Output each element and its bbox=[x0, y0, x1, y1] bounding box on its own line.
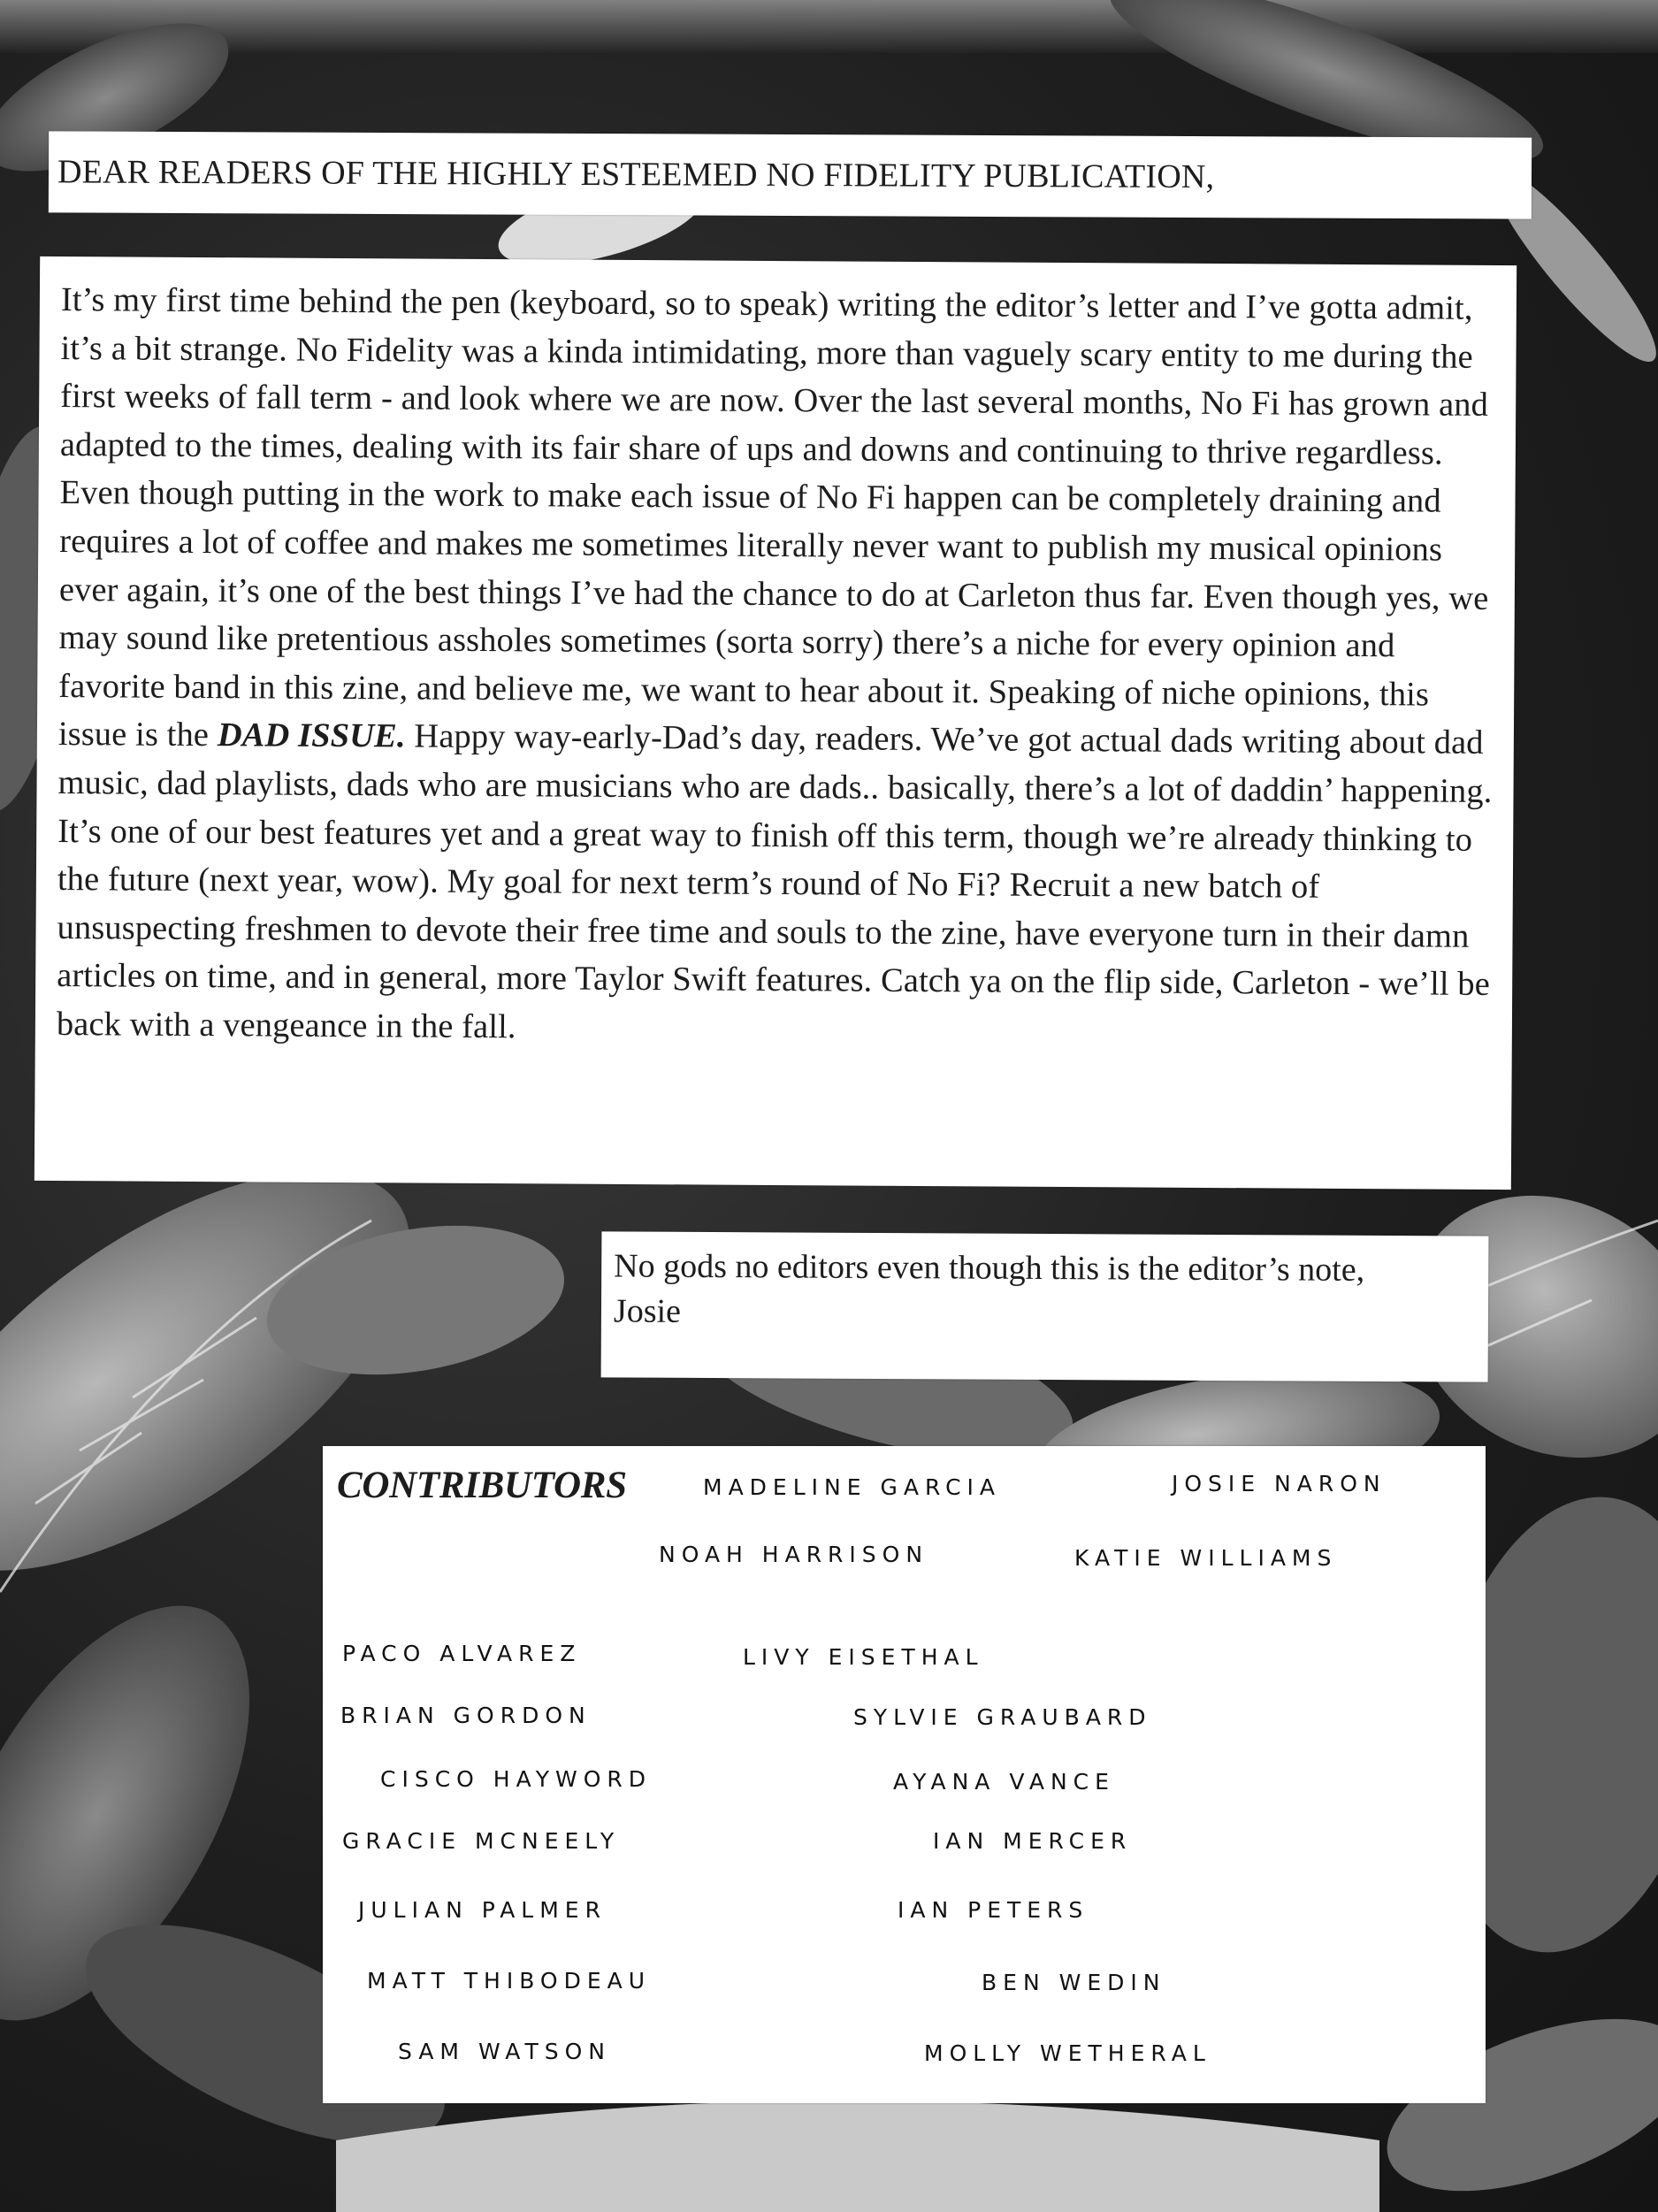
contributor-name: MOLLY WETHERAL bbox=[924, 2040, 1211, 2066]
salutation-text: DEAR READERS OF THE HIGHLY ESTEEMED NO FIDELITY PUBLICATION, bbox=[57, 153, 1215, 196]
contributor-name: BRIAN GORDON bbox=[340, 1703, 592, 1728]
contributor-name: SAM WATSON bbox=[398, 2039, 611, 2064]
signoff-strip bbox=[601, 1231, 1489, 1382]
contributor-name: PACO ALVAREZ bbox=[342, 1641, 582, 1666]
contributor-name: MADELINE GARCIA bbox=[703, 1474, 1001, 1500]
letter-text-after: Happy way-early-Dad’s day, readers. We’ve got actual dads writing about dad music, dad playlists, dads who are musicians who are dads.. basically, there’s a lot of daddin’ happening. It’s one of our best features yet and a great way to finish off this term, though we’re already thinking to the future (next year, wow). My goal for next term’s round of No Fi? Recruit a new batch of unsuspecting freshmen to devote their free time and souls to the zine, have everyone turn in their damn articles on time, and in general, more Taylor Swift features. Catch ya on the flip side, Carleton - we’ll be back with a vengeance in the fall. bbox=[56, 717, 1493, 1046]
editors-letter bbox=[34, 256, 1517, 1190]
contributors-heading: CONTRIBUTORS bbox=[337, 1465, 627, 1506]
letter-emphasis: DAD ISSUE. bbox=[217, 716, 406, 755]
contributor-name: KATIE WILLIAMS bbox=[1074, 1545, 1338, 1571]
contributor-name: CISCO HAYWORD bbox=[380, 1766, 653, 1792]
contributor-name: IAN MERCER bbox=[933, 1828, 1133, 1854]
contributor-name: MATT THIBODEAU bbox=[367, 1968, 652, 1994]
contributor-name: IAN PETERS bbox=[898, 1897, 1089, 1923]
contributor-name: SYLVIE GRAUBARD bbox=[853, 1704, 1152, 1730]
contributor-name: JOSIE NARON bbox=[1172, 1471, 1387, 1496]
salutation-strip bbox=[49, 131, 1532, 218]
signoff-line: No gods no editors even though this is the editor’s note, bbox=[614, 1247, 1365, 1289]
contributor-name: GRACIE MCNEELY bbox=[342, 1828, 621, 1854]
contributor-name: NOAH HARRISON bbox=[659, 1542, 929, 1567]
contributor-name: JULIAN PALMER bbox=[358, 1897, 607, 1923]
contributors-box bbox=[323, 1446, 1486, 2103]
signoff-signature: Josie bbox=[613, 1292, 682, 1330]
contributor-name: BEN WEDIN bbox=[982, 1970, 1166, 1995]
letter-body bbox=[35, 256, 1517, 1058]
contributor-name: AYANA VANCE bbox=[893, 1769, 1115, 1795]
letter-text-before: It’s my first time behind the pen (keyboard, so to speak) writing the editor’s letter and I’ve gotta admit, it’s a bit strange. No Fidelity was a kinda intimidating, more than vaguely scary entity to me during the first weeks of fall term - and look where we are now. Over the last several months, No Fi has grown and adapted to the times, dealing with its fair share of ups and downs and continuing to thrive regardless. Even though putting in the work to make each issue of No Fi happen can be completely draining and requires a lot of coffee and makes me sometimes literally never want to publish my musical opinions ever again, it’s one of the best things I’ve had the chance to do at Carleton thus far. Even though yes, we may sound like pretentious assholes sometimes (sorta sorry) there’s a niche for every opinion and favorite band in this zine, and believe me, we want to hear about it. Speaking of niche opinions, this issue is the bbox=[57, 281, 1489, 754]
contributor-name: LIVY EISETHAL bbox=[743, 1644, 984, 1670]
